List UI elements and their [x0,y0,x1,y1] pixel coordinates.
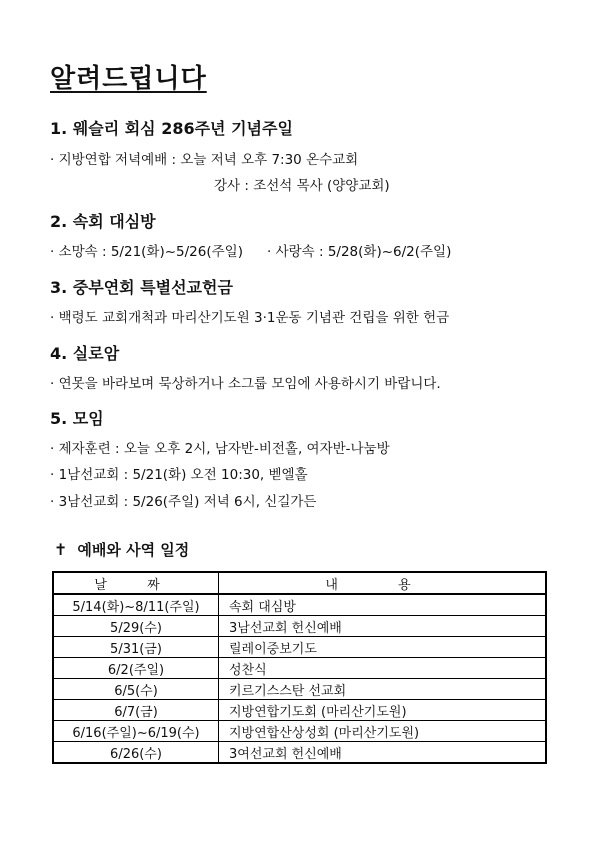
section-1-line: · 지방연합 저녁예배 : 오늘 저녁 오후 7:30 온수교회 [50,152,359,168]
row-content: 3남선교회 헌신예배 [219,616,547,637]
table-row [53,742,546,764]
section-5-line-3: · 3남선교회 : 5/26(주일) 저녁 6시, 신길가든 [50,494,317,510]
row-date: 5/29(수) [53,616,219,637]
row-date: 6/2(주일) [53,658,219,679]
cross-icon: ✝ [54,540,68,559]
column-header-date: 날 짜 [53,572,219,594]
row-date: 5/31(금) [53,637,219,658]
row-date: 6/16(주일)~6/19(수) [53,721,219,742]
section-heading-2: 2. 속회 대심방 [50,212,156,231]
schedule-table [52,571,547,764]
section-heading-1: 1. 웨슬리 회심 286주년 기념주일 [50,119,293,138]
column-header-content: 내 용 [219,572,547,594]
row-date: 6/26(수) [53,742,219,764]
section-5-line-2: · 1남선교회 : 5/21(화) 오전 10:30, 벧엘홀 [50,467,308,483]
table-row [53,700,546,721]
schedule-title-text: 예배와 사역 일정 [77,541,190,559]
row-date: 6/5(수) [53,679,219,700]
row-date: 5/14(화)~8/11(주일) [53,594,219,616]
row-content: 릴레이중보기도 [219,637,547,658]
table-row [53,637,546,658]
table-row [53,679,546,700]
section-3-line: · 백령도 교회개척과 마리산기도원 3·1운동 기념관 건립을 위한 헌금 [50,310,450,326]
table-row [53,616,546,637]
schedule-title [54,539,189,560]
row-content: 성찬식 [219,658,547,679]
row-content: 키르기스스탄 선교회 [219,679,547,700]
row-content: 지방연합기도회 (마리산기도원) [219,700,547,721]
table-row [53,658,546,679]
row-date: 6/7(금) [53,700,219,721]
row-content: 속회 대심방 [219,594,547,616]
table-row [53,721,546,742]
section-4-line: · 연못을 바라보며 묵상하거나 소그룹 모임에 사용하시기 바랍니다. [50,376,441,392]
somang-visit: · 소망속 : 5/21(화)~5/26(주일) [50,244,243,260]
table-row [53,594,546,616]
sarang-visit: · 사랑속 : 5/28(화)~6/2(주일) [266,244,452,260]
row-content: 3여선교회 헌신예배 [219,742,547,764]
section-1-speaker: 강사 : 조선석 목사 (양양교회) [214,178,390,194]
section-heading-5: 5. 모임 [50,409,104,428]
section-heading-3: 3. 중부연회 특별선교헌금 [50,278,233,297]
page-title: 알려드립니다 [50,64,207,94]
section-5-line-1: · 제자훈련 : 오늘 오후 2시, 남자반-비전홀, 여자반-나눔방 [50,441,390,457]
row-content: 지방연합산상성회 (마리산기도원) [219,721,547,742]
table-header-row [53,572,546,594]
section-2-line [50,240,451,260]
section-heading-4: 4. 실로암 [50,344,120,363]
